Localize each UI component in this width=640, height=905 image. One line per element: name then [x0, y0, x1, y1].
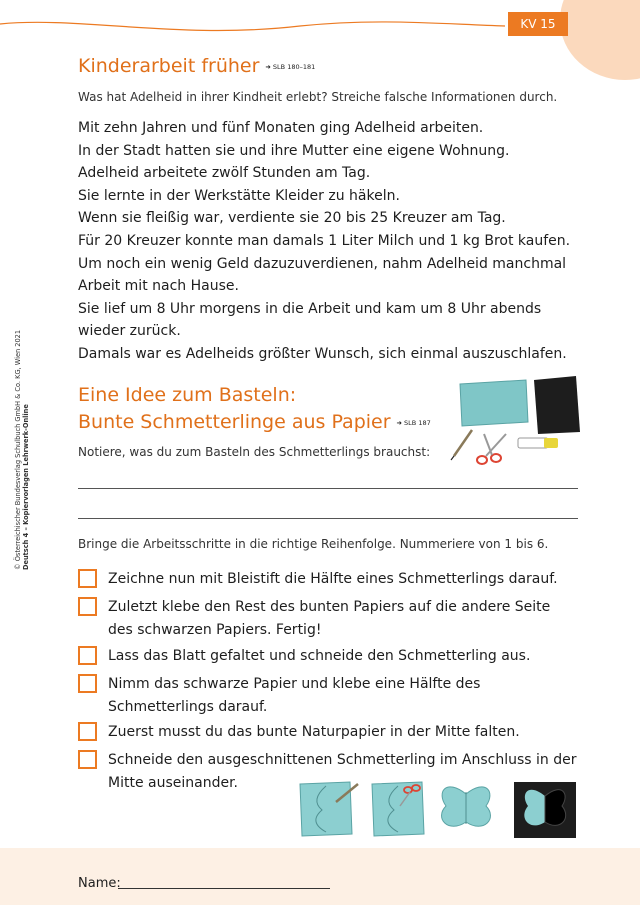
number-box[interactable]	[78, 569, 97, 588]
name-label: Name:	[78, 876, 121, 891]
section2-instruction-materials: Notiere, was du zum Basteln des Schmetterlings brauchst:	[78, 445, 431, 459]
step-text: Zuletzt klebe den Rest des bunten Papiers auf die andere Seite des schwarzen Papiers. Fertig!	[108, 599, 551, 638]
number-box[interactable]	[78, 646, 97, 665]
section1-ref: ➜ SLB 180–181	[265, 62, 316, 71]
story-line: Wenn sie fleißig war, verdiente sie 20 bis 25 Kreuzer am Tag.	[78, 210, 506, 227]
story-text	[78, 117, 578, 366]
page-badge: KV 15	[508, 12, 568, 36]
number-box[interactable]	[78, 597, 97, 616]
step-text: Nimm das schwarze Papier und klebe eine Hälfte des Schmetterlings darauf.	[108, 676, 481, 715]
section1-instruction: Was hat Adelheid in ihrer Kindheit erlebt? Streiche falsche Informationen durch.	[78, 90, 558, 104]
story-line: Adelheid arbeitete zwölf Stunden am Tag.	[78, 165, 371, 182]
story-line: In der Stadt hatten sie und ihre Mutter eine eigene Wohnung.	[78, 142, 510, 159]
story-line: Um noch ein wenig Geld dazuzuverdienen, nahm Adelheid manchmal	[78, 255, 567, 272]
story-line: Arbeit mit nach Hause.	[78, 278, 239, 295]
story-line: Sie lief um 8 Uhr morgens in die Arbeit und kam um 8 Uhr abends	[78, 300, 542, 317]
story-line: Für 20 Kreuzer konnte man damals 1 Liter Milch und 1 kg Brot kaufen.	[78, 232, 571, 249]
story-line: Sie lernte in der Werkstätte Kleider zu häkeln.	[78, 187, 400, 204]
section2-title-line2	[78, 411, 431, 433]
section2-instruction-order: Bringe die Arbeitsschritte in die richtige Reihenfolge. Nummeriere von 1 bis 6.	[78, 537, 549, 551]
answer-line	[78, 518, 578, 519]
number-box[interactable]	[78, 750, 97, 769]
copyright-text: © Österreichischer Bundesverlag Schulbuch GmbH & Co. KG, Wien 2021	[14, 329, 22, 570]
step-text: Zeichne nun mit Bleistift die Hälfte eines Schmetterlings darauf.	[108, 571, 558, 587]
section2-ref: ➜ SLB 187	[396, 418, 431, 427]
craft-materials-illustration	[448, 372, 588, 472]
section2-title-line1: Eine Idee zum Basteln:	[78, 384, 297, 406]
step-text: Lass das Blatt gefaltet und schneide den Schmetterling aus.	[108, 648, 531, 664]
step-text: Schneide den ausgeschnittenen Schmetterling im Anschluss in der Mitte auseinander.	[108, 752, 577, 791]
story-line: Damals war es Adelheids größter Wunsch, sich einmal auszuschlafen.	[78, 345, 567, 362]
name-field[interactable]	[118, 888, 330, 889]
butterfly-steps-illustration	[296, 778, 586, 840]
book-title-text: Deutsch 4 – Kopiervorlagen Lehrwerk-Online	[22, 404, 30, 570]
section2-title-text: Bunte Schmetterlinge aus Papier	[78, 411, 391, 433]
side-copyright	[14, 330, 30, 570]
story-line: Mit zehn Jahren und fünf Monaten ging Adelheid arbeiten.	[78, 120, 484, 136]
number-box[interactable]	[78, 722, 97, 741]
section1-title-text: Kinderarbeit früher	[78, 55, 260, 77]
step-text: Zuerst musst du das bunte Naturpapier in der Mitte falten.	[108, 724, 520, 740]
section1-title	[78, 55, 315, 77]
corner-blob-decoration	[560, 0, 640, 80]
number-box[interactable]	[78, 674, 97, 693]
story-line: wieder zurück.	[78, 323, 181, 340]
answer-line	[78, 488, 578, 489]
